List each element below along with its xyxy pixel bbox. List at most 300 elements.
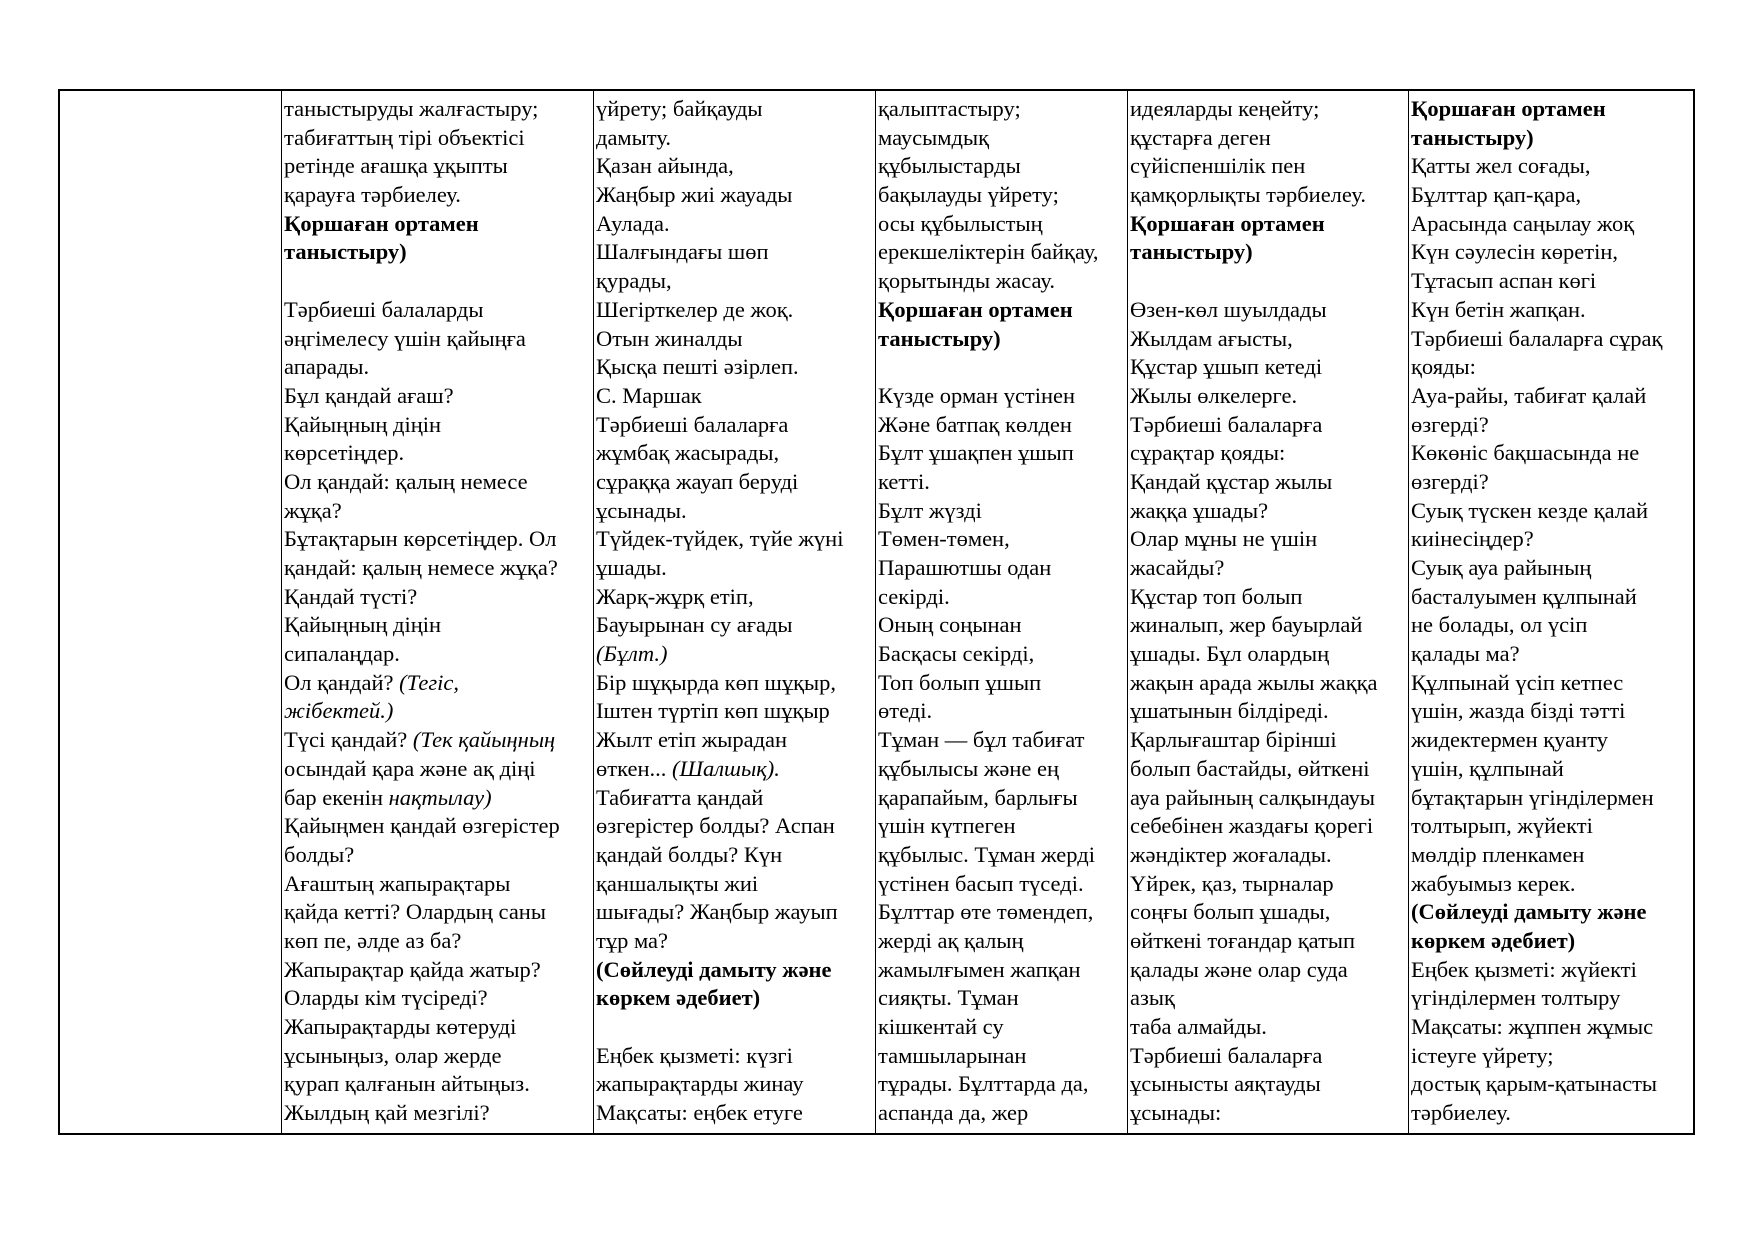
text-span: ауа райының салқындауы — [1130, 784, 1376, 810]
text-line — [1411, 1070, 1693, 1099]
text-span: Шегірткелер де жоқ. — [596, 296, 794, 322]
text-line — [1130, 784, 1408, 813]
text-line — [284, 784, 593, 813]
text-span: Қандай құстар жылы — [1130, 468, 1333, 494]
text-span: істеуге үйрету; — [1411, 1042, 1554, 1068]
text-line — [284, 439, 593, 468]
text-span: өзгерістер болды? Аспан — [596, 813, 835, 839]
text-span: Ол қандай? — [284, 669, 400, 695]
text-line — [284, 984, 593, 1013]
text-line — [878, 870, 1127, 899]
text-line — [284, 1042, 593, 1071]
document-table — [58, 89, 1695, 1135]
text-span: қалады ма? — [1411, 641, 1520, 667]
text-line — [596, 870, 875, 899]
text-span: Қарлығаштар бірінші — [1130, 727, 1337, 753]
text-line — [878, 726, 1127, 755]
text-line — [596, 95, 875, 124]
text-line — [1411, 898, 1693, 927]
italic-text: нақтылау) — [388, 784, 492, 810]
text-span: Жапырақтарды көтеруді — [284, 1014, 517, 1039]
text-line — [596, 238, 875, 267]
text-line — [284, 841, 593, 870]
text-span: қандай: қалың немесе жұқа? — [284, 555, 558, 580]
text-span: жерді ақ қалың — [878, 927, 1024, 953]
text-span: жамылғымен жапқан — [878, 956, 1081, 982]
text-line — [1130, 611, 1408, 640]
text-span: Бауырынан су ағады — [596, 612, 793, 638]
text-line — [878, 296, 1127, 325]
text-span: қамқорлықты тәрбиелеу. — [1130, 182, 1366, 208]
text-span: Қайыңмен қандай өзгерістер — [284, 813, 560, 839]
text-line — [878, 238, 1127, 267]
text-line — [596, 755, 875, 784]
text-line — [878, 669, 1127, 698]
text-span: Аулада. — [596, 210, 670, 236]
text-span: сияқты. Тұман — [878, 985, 1019, 1011]
text-line — [1411, 525, 1693, 554]
text-line — [596, 382, 875, 411]
text-line — [596, 325, 875, 354]
text-line — [284, 296, 593, 325]
text-line — [1130, 898, 1408, 927]
text-span: Тұман — бұл табиғат — [878, 727, 1085, 753]
text-line — [284, 95, 593, 124]
text-span: достық қарым-қатынасты — [1411, 1071, 1658, 1097]
text-span: тәрбиелеу. — [1411, 1100, 1511, 1126]
text-span: сұрақтар қояды: — [1130, 440, 1286, 466]
text-line — [284, 583, 593, 612]
text-line — [596, 984, 875, 1013]
text-span: Бұлттар қап-қара, — [1411, 182, 1582, 208]
bold-text: көркем әдебиет) — [596, 985, 761, 1011]
text-span: таныстыруды жалғастыру; — [284, 96, 539, 121]
text-line — [596, 1042, 875, 1071]
text-line — [284, 812, 593, 841]
text-span: Түйдек-түйдек, түйе жүні — [596, 526, 844, 552]
text-line — [878, 611, 1127, 640]
bold-text: таныстыру) — [284, 239, 407, 265]
text-line — [596, 411, 875, 440]
text-span: жиналып, жер бауырлай — [1130, 612, 1363, 638]
text-line — [1130, 956, 1408, 985]
text-span: әңгімелесу үшін қайыңға — [284, 325, 526, 351]
table-cell-col4 — [1128, 91, 1409, 1133]
text-span: азық — [1130, 985, 1175, 1011]
bold-text: (Сөйлеуді дамыту және — [1411, 899, 1647, 925]
text-span: табиғаттың тірі объектісі — [284, 124, 525, 150]
text-span: идеяларды кеңейту; — [1130, 96, 1320, 121]
text-span: үйрету; байқауды — [596, 96, 763, 121]
text-span: соңғы болып ұшады, — [1130, 899, 1331, 925]
text-span: Көкөніс бақшасында не — [1411, 440, 1640, 466]
text-line — [878, 984, 1127, 1013]
text-line — [284, 898, 593, 927]
text-line — [878, 353, 1127, 382]
text-span: Олар мұны не үшін — [1130, 526, 1318, 552]
text-span: ұсынысты аяқтауды — [1130, 1071, 1321, 1097]
text-line — [878, 382, 1127, 411]
text-line — [878, 554, 1127, 583]
text-line — [284, 181, 593, 210]
text-span: Жылдам ағысты, — [1130, 325, 1293, 351]
text-line — [284, 697, 593, 726]
text-line — [1130, 267, 1408, 296]
text-line — [1130, 382, 1408, 411]
text-line — [596, 927, 875, 956]
text-span: болып бастайды, өйткені — [1130, 755, 1370, 781]
text-line — [878, 95, 1127, 124]
text-span: жабуымыз керек. — [1411, 870, 1576, 896]
text-line — [878, 267, 1127, 296]
text-span: Шалғындағы шөп — [596, 239, 769, 265]
text-line — [1411, 1099, 1693, 1128]
text-span: Қандай түсті? — [284, 583, 418, 609]
text-span: жұқа? — [284, 497, 342, 523]
text-span: ұсынады: — [1130, 1100, 1222, 1126]
text-span: Күзде орман үстінен — [878, 382, 1076, 408]
text-span: ұсыныңыз, олар жерде — [284, 1042, 502, 1068]
text-span: ерекшеліктерін байқау, — [878, 239, 1099, 265]
bold-text: Қоршаған ортамен — [1411, 96, 1606, 121]
text-line — [596, 726, 875, 755]
text-span: қурап қалғанын айтыңыз. — [284, 1071, 530, 1097]
text-span: басталуымен құлпынай — [1411, 583, 1637, 609]
text-line — [1130, 984, 1408, 1013]
text-span: Тұтасып аспан көгі — [1411, 268, 1597, 294]
text-span: болды? — [284, 841, 355, 867]
text-span: бұтақтарын үгінділермен — [1411, 784, 1654, 810]
text-line — [1130, 95, 1408, 124]
text-line — [284, 1013, 593, 1042]
text-span: қайда кетті? Олардың саны — [284, 899, 546, 925]
text-span: Ағаштың жапырақтары — [284, 870, 511, 896]
text-span: маусымдық — [878, 124, 990, 150]
text-line — [596, 525, 875, 554]
text-line — [1411, 124, 1693, 153]
text-line — [1411, 870, 1693, 899]
text-line — [1411, 583, 1693, 612]
table-cell-col1 — [282, 91, 594, 1133]
text-span: Және батпақ көлден — [878, 411, 1072, 437]
text-line — [1411, 984, 1693, 1013]
text-line — [878, 497, 1127, 526]
text-span: Басқасы секірді, — [878, 641, 1035, 667]
text-line — [1130, 669, 1408, 698]
text-span: С. Маршак — [596, 382, 702, 408]
text-line — [596, 554, 875, 583]
text-span: ұшады. Бұл олардың — [1130, 641, 1330, 667]
text-line — [284, 611, 593, 640]
text-span: киінесіңдер? — [1411, 526, 1534, 552]
text-span: жұмбақ жасырады, — [596, 440, 780, 466]
text-line — [284, 497, 593, 526]
table-cell-col2 — [594, 91, 876, 1133]
text-span: үгінділермен толтыру — [1411, 985, 1621, 1011]
text-span: Бұлт ұшақпен ұшып — [878, 440, 1074, 466]
text-line — [1411, 1042, 1693, 1071]
text-line — [284, 1070, 593, 1099]
text-line — [284, 325, 593, 354]
text-line — [1130, 870, 1408, 899]
text-span: көрсетіңдер. — [284, 440, 405, 466]
text-line — [1411, 468, 1693, 497]
text-span: Тәрбиеші балаларға — [1130, 411, 1323, 437]
text-span: кетті. — [878, 468, 930, 494]
table-cell-col0 — [60, 91, 282, 1133]
table-cell-col3 — [876, 91, 1128, 1133]
text-span: ұсынады. — [596, 497, 687, 523]
text-line — [1130, 812, 1408, 841]
text-line — [878, 210, 1127, 239]
text-span: Суық түскен кезде қалай — [1411, 497, 1649, 523]
bold-text: таныстыру) — [878, 325, 1001, 351]
text-span: Еңбек қызметі: күзгі — [596, 1042, 793, 1068]
text-line — [596, 1070, 875, 1099]
text-line — [1130, 325, 1408, 354]
text-line — [596, 1099, 875, 1128]
text-span: Түсі қандай? — [284, 727, 413, 753]
text-span: бақылауды үйрету; — [878, 182, 1059, 208]
text-line — [878, 181, 1127, 210]
text-line — [284, 870, 593, 899]
text-line — [284, 411, 593, 440]
text-line — [878, 1013, 1127, 1042]
text-span: Жылдың қай мезгілі? — [284, 1100, 490, 1126]
text-span: Төмен-төмен, — [878, 526, 1010, 552]
text-line — [878, 583, 1127, 612]
text-span: сүйіспеншілік пен — [1130, 153, 1306, 179]
text-span: кішкентай су — [878, 1014, 1004, 1039]
italic-text: (Бұлт.) — [596, 641, 668, 667]
text-line — [1130, 210, 1408, 239]
text-span: сұраққа жауап беруді — [596, 468, 799, 494]
text-line — [878, 411, 1127, 440]
text-line — [596, 841, 875, 870]
text-span: Арасында саңылау жоқ — [1411, 210, 1635, 236]
text-line — [596, 181, 875, 210]
text-span: Тәрбиеші балаларға — [1130, 1042, 1323, 1068]
text-span: үшін күтпеген — [878, 813, 1016, 839]
text-line — [284, 1099, 593, 1128]
text-span: жаққа ұшады? — [1130, 497, 1269, 523]
text-line — [878, 1042, 1127, 1071]
text-line — [1130, 841, 1408, 870]
text-line — [1411, 152, 1693, 181]
text-span: өйткені тоғандар қатып — [1130, 927, 1356, 953]
text-line — [284, 468, 593, 497]
text-span: ұшатынын білдіреді. — [1130, 698, 1329, 724]
text-line — [596, 1013, 875, 1042]
text-span: аспанда да, жер — [878, 1100, 1029, 1126]
text-line — [1411, 267, 1693, 296]
text-span: сипалаңдар. — [284, 641, 400, 667]
text-line — [1411, 1013, 1693, 1042]
text-line — [1411, 640, 1693, 669]
text-line — [1411, 382, 1693, 411]
text-line — [284, 353, 593, 382]
text-line — [1411, 784, 1693, 813]
text-line — [1130, 353, 1408, 382]
text-line — [1130, 1013, 1408, 1042]
text-line — [1411, 927, 1693, 956]
italic-text: жібектей.) — [284, 698, 394, 724]
text-line — [596, 812, 875, 841]
italic-text: (Шалшық). — [671, 755, 780, 781]
text-span: Құстар ұшып кетеді — [1130, 354, 1323, 380]
italic-text: (Тегіс, — [399, 669, 459, 695]
text-line — [1130, 468, 1408, 497]
text-line — [596, 640, 875, 669]
text-line — [596, 611, 875, 640]
text-line — [1130, 697, 1408, 726]
text-line — [1411, 181, 1693, 210]
text-span: Қазан айында, — [596, 153, 734, 179]
text-span: Бұтақтарын көрсетіңдер. Ол — [284, 526, 557, 552]
text-line — [596, 468, 875, 497]
text-line — [284, 640, 593, 669]
bold-text: таныстыру) — [1130, 239, 1253, 265]
text-span: қояды: — [1411, 354, 1476, 380]
text-span: Мақсаты: еңбек етуге — [596, 1100, 803, 1126]
text-line — [878, 927, 1127, 956]
text-span: Тәрбиеші балаларды — [284, 296, 484, 322]
text-line — [1130, 411, 1408, 440]
text-span: Қысқа пешті әзірлеп. — [596, 354, 799, 380]
text-line — [1411, 956, 1693, 985]
text-span: осы құбылыстың — [878, 210, 1043, 236]
text-line — [878, 439, 1127, 468]
text-span: қаншалықты жиі — [596, 870, 759, 896]
text-line — [1130, 927, 1408, 956]
text-line — [878, 697, 1127, 726]
text-line — [284, 956, 593, 985]
text-line — [1130, 152, 1408, 181]
text-line — [1130, 726, 1408, 755]
text-line — [284, 669, 593, 698]
text-line — [878, 152, 1127, 181]
text-span: өткен... — [596, 755, 672, 781]
text-span: толтырып, жүйекті — [1411, 813, 1593, 839]
text-line — [878, 841, 1127, 870]
text-span: жапырақтарды жинау — [596, 1071, 804, 1097]
text-span: Жаңбыр жиі жауады — [596, 182, 793, 208]
text-span: Қайыңның діңін — [284, 612, 442, 638]
table-cell-col5 — [1409, 91, 1693, 1133]
text-span: Оларды кім түсіреді? — [284, 985, 488, 1011]
text-span: тұр ма? — [596, 927, 669, 953]
text-line — [878, 325, 1127, 354]
text-span: Қатты жел соғады, — [1411, 153, 1591, 179]
text-span: құстарға деген — [1130, 124, 1271, 150]
text-span: не болады, ол үсіп — [1411, 612, 1588, 638]
text-line — [284, 726, 593, 755]
text-line — [1411, 238, 1693, 267]
text-span: Құлпынай үсіп кетпес — [1411, 669, 1624, 695]
text-span: қарауға тәрбиелеу. — [284, 182, 461, 208]
text-line — [1411, 325, 1693, 354]
text-span: Күн сәулесін көретін, — [1411, 239, 1619, 265]
text-span: Отын жиналды — [596, 325, 743, 351]
text-line — [1411, 210, 1693, 239]
text-span: Ауа-райы, табиғат қалай — [1411, 382, 1647, 408]
text-line — [284, 210, 593, 239]
text-span: секірді. — [878, 583, 950, 609]
text-line — [596, 296, 875, 325]
text-span: ұшады. — [596, 555, 667, 580]
text-span: Топ болып ұшып — [878, 669, 1042, 695]
text-span: жәндіктер жоғалады. — [1130, 841, 1332, 867]
text-span: Күн бетін жапқан. — [1411, 296, 1586, 322]
text-span: құбылыстарды — [878, 153, 1021, 179]
text-line — [878, 812, 1127, 841]
text-span: Жапырақтар қайда жатыр? — [284, 956, 541, 982]
text-line — [284, 267, 593, 296]
text-span: көп пе, әлде аз ба? — [284, 927, 462, 953]
text-line — [1411, 755, 1693, 784]
text-line — [1411, 812, 1693, 841]
text-span: Парашютшы одан — [878, 555, 1052, 580]
text-span: мөлдір пленкамен — [1411, 841, 1585, 867]
text-line — [1130, 124, 1408, 153]
text-span: үстінен басып түседі. — [878, 870, 1084, 896]
text-span: өзгерді? — [1411, 411, 1489, 437]
text-line — [284, 927, 593, 956]
text-span: Қайыңның діңін — [284, 411, 442, 437]
text-line — [596, 124, 875, 153]
text-line — [284, 755, 593, 784]
bold-text: Қоршаған ортамен — [284, 210, 479, 236]
text-span: тұрады. Бұлттарда да, — [878, 1071, 1089, 1097]
text-line — [1411, 411, 1693, 440]
text-line — [878, 784, 1127, 813]
bold-text: (Сөйлеуді дамыту және — [596, 956, 832, 982]
text-line — [1130, 497, 1408, 526]
text-line — [1130, 296, 1408, 325]
bold-text: көркем әдебиет) — [1411, 927, 1576, 953]
text-span: Табиғатта қандай — [596, 784, 764, 810]
text-line — [1130, 439, 1408, 468]
text-line — [1130, 1099, 1408, 1128]
text-span: қандай болды? Күн — [596, 841, 783, 867]
text-line — [878, 525, 1127, 554]
text-span: Жылы өлкелерге. — [1130, 382, 1298, 408]
text-line — [1130, 554, 1408, 583]
text-line — [878, 124, 1127, 153]
text-span: тамшыларынан — [878, 1042, 1027, 1068]
text-line — [1130, 755, 1408, 784]
text-line — [1411, 726, 1693, 755]
text-line — [1130, 1042, 1408, 1071]
text-span: жақын арада жылы жаққа — [1130, 669, 1378, 695]
text-span: қалыптастыру; — [878, 96, 1021, 121]
text-line — [1411, 669, 1693, 698]
text-span: Жылт етіп жырадан — [596, 727, 788, 753]
text-line — [1130, 181, 1408, 210]
text-line — [878, 755, 1127, 784]
text-span: жидектермен қуанту — [1411, 727, 1608, 753]
text-span: қорытынды жасау. — [878, 268, 1055, 294]
text-line — [1411, 353, 1693, 382]
text-line — [1411, 296, 1693, 325]
text-span: ретінде ағашқа ұқыпты — [284, 153, 508, 179]
bold-text: таныстыру) — [1411, 124, 1534, 150]
text-span: Жарқ-жұрқ етіп, — [596, 583, 754, 609]
text-span: қурады, — [596, 268, 672, 294]
text-line — [878, 1099, 1127, 1128]
text-span: өзгерді? — [1411, 468, 1489, 494]
text-line — [1411, 841, 1693, 870]
